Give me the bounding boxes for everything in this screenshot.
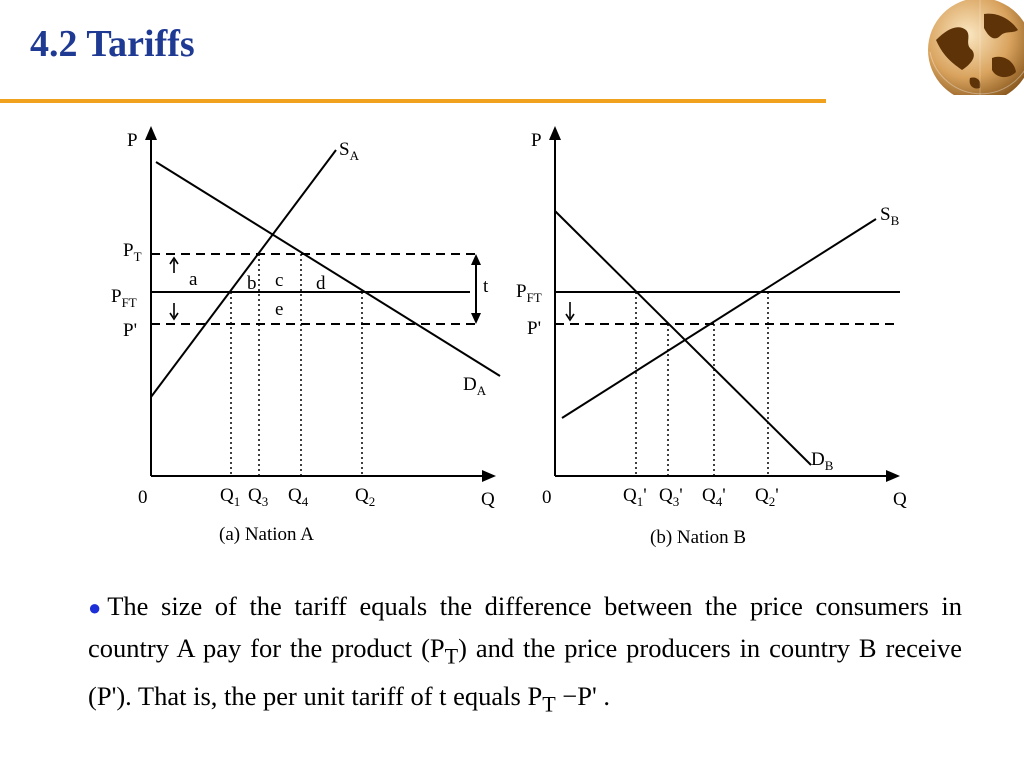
panel-b-demand-line xyxy=(555,211,811,465)
panel-b-axes xyxy=(555,136,890,476)
panel-b-q2-label: $Q_2'$ xyxy=(755,485,779,509)
panel-a-tariff-label: t xyxy=(483,276,489,297)
panel-a-caption: (a) Nation A xyxy=(219,524,314,545)
panel-a-q3-label: $Q_3$ xyxy=(248,485,269,509)
panel-a-supply-label: $S_A$ xyxy=(339,139,359,163)
panel-b-q1-label: $Q_1'$ xyxy=(623,485,647,509)
panel-a-price-t-label: $P_T$ xyxy=(123,240,142,264)
panel-b-quantity-drops xyxy=(636,292,768,476)
panel-b-price-prime-label: P' xyxy=(527,318,541,339)
panel-a-q1-label: $Q_1$ xyxy=(220,485,241,509)
tariff-diagram xyxy=(0,110,1024,560)
panel-b-axis-label-q: Q xyxy=(893,489,907,510)
explanation-text-2: ) and the price producers in country B receive (P'). That is, the per unit tariff of t equals P xyxy=(88,633,962,712)
explanation-text-3: −P' . xyxy=(555,681,611,712)
panel-b-supply-label: $S_B$ xyxy=(880,204,900,228)
panel-a-origin-label: 0 xyxy=(138,487,148,508)
panel-a-price-ft-label: $P_{FT}$ xyxy=(111,286,137,310)
explanation-text-1: The size of the tariff equals the difference between the price consumers in country A pay for the product (P xyxy=(88,591,962,663)
panel-a-axis-label-q: Q xyxy=(481,489,495,510)
panel-a-nation-a xyxy=(111,126,500,545)
panel-b-demand-label: $D_B$ xyxy=(811,449,834,473)
explanation-sub-t-1: T xyxy=(444,643,459,669)
panel-a-y-arrowhead xyxy=(145,126,157,140)
panel-a-area-d: d xyxy=(316,273,326,294)
globe-icon xyxy=(922,0,1024,95)
panel-a-x-arrowhead xyxy=(482,470,496,482)
panel-b-q3-label: $Q_3'$ xyxy=(659,485,683,509)
panel-a-area-a: a xyxy=(189,269,198,290)
panel-a-area-b: b xyxy=(247,273,257,294)
panel-b-nation-b xyxy=(516,126,907,548)
explanation-paragraph xyxy=(88,586,962,725)
panel-b-price-ft-label: $P_{FT}$ xyxy=(516,281,542,305)
panel-b-caption: (b) Nation B xyxy=(650,527,747,548)
panel-b-origin-label: 0 xyxy=(542,487,552,508)
panel-a-axes xyxy=(151,136,486,476)
panel-a-area-c: c xyxy=(275,270,284,291)
panel-a-axis-label-p: P xyxy=(127,130,138,151)
panel-a-demand-line xyxy=(156,162,500,376)
panel-a-demand-label: $D_A$ xyxy=(463,374,487,398)
panel-b-price-arrow xyxy=(566,302,574,320)
panel-b-axis-label-p: P xyxy=(531,130,542,151)
slide-title: 4.2 Tariffs xyxy=(30,23,195,65)
panel-a-price-prime-label: P' xyxy=(123,320,137,341)
panel-b-x-arrowhead xyxy=(886,470,900,482)
title-underline xyxy=(0,99,826,103)
panel-a-area-e: e xyxy=(275,299,284,320)
panel-b-supply-line xyxy=(562,219,876,418)
panel-b-q4-label: $Q_4'$ xyxy=(702,485,726,509)
panel-a-supply-line xyxy=(151,150,336,397)
panel-a-tariff-bracket xyxy=(471,254,481,324)
bullet-icon: ● xyxy=(88,595,108,620)
panel-a-q2-label: $Q_2$ xyxy=(355,485,376,509)
panel-a-q4-label: $Q_4$ xyxy=(288,485,309,509)
panel-a-price-arrows xyxy=(170,258,178,319)
panel-b-y-arrowhead xyxy=(549,126,561,140)
explanation-sub-t-2: T xyxy=(542,691,556,717)
